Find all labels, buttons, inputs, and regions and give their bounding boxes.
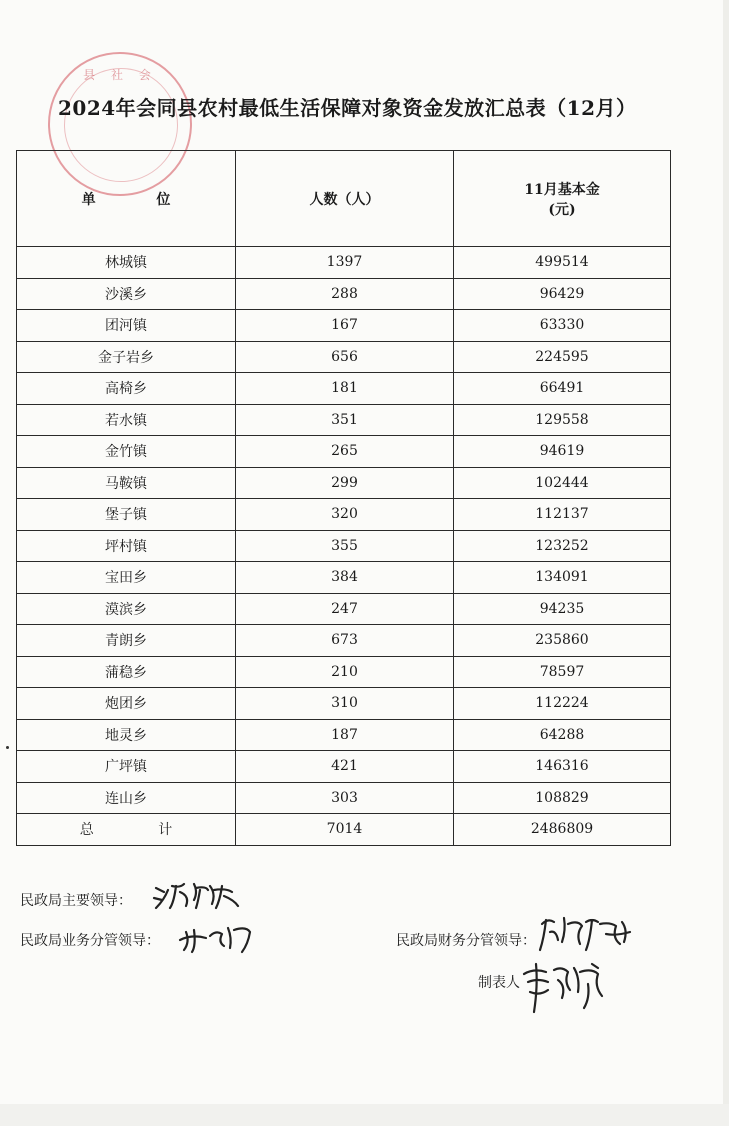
- cell-people: 181: [236, 373, 454, 405]
- cell-people: 351: [236, 404, 454, 436]
- header-amount-line2: (元): [548, 201, 576, 218]
- cell-unit: 金竹镇: [17, 436, 236, 468]
- header-people: 人数（人）: [236, 151, 454, 247]
- seal-text: 县 社 会: [83, 68, 157, 82]
- cell-amount: 123252: [454, 530, 671, 562]
- cell-people: 384: [236, 562, 454, 594]
- table-row: [17, 656, 671, 688]
- preparer-signature: [518, 956, 614, 1020]
- cell-people: 656: [236, 341, 454, 373]
- cell-unit: 马鞍镇: [17, 467, 236, 499]
- header-amount-line1: 11月基本金: [524, 181, 600, 198]
- cell-amount: 63330: [454, 310, 671, 342]
- main-leader-label: 民政局主要领导：: [20, 893, 132, 909]
- cell-unit: 地灵乡: [17, 719, 236, 751]
- margin-mark: [6, 746, 9, 749]
- cell-amount: 78597: [454, 656, 671, 688]
- header-amount: [454, 151, 671, 247]
- cell-people: 355: [236, 530, 454, 562]
- summary-table: [16, 150, 671, 846]
- cell-people: 247: [236, 593, 454, 625]
- table-total-row: [17, 814, 671, 846]
- cell-people: 299: [236, 467, 454, 499]
- table-row: [17, 404, 671, 436]
- page-title: 2024年会同县农村最低生活保障对象资金发放汇总表（12月）: [58, 96, 637, 120]
- cell-amount: 96429: [454, 278, 671, 310]
- page-bottom-edge: [0, 1104, 729, 1126]
- table-header-row: [17, 151, 671, 247]
- cell-people: 421: [236, 751, 454, 783]
- finance-leader-label: 民政局财务分管领导：: [396, 933, 536, 949]
- business-leader-signature: [176, 918, 264, 954]
- cell-unit: 蒲稳乡: [17, 656, 236, 688]
- cell-amount: 64288: [454, 719, 671, 751]
- page-edge: [723, 0, 729, 1126]
- cell-people: 310: [236, 688, 454, 720]
- cell-unit: 广坪镇: [17, 751, 236, 783]
- cell-people: 288: [236, 278, 454, 310]
- table-row: [17, 373, 671, 405]
- cell-amount: 134091: [454, 562, 671, 594]
- table-row: [17, 719, 671, 751]
- cell-people: 303: [236, 782, 454, 814]
- cell-amount: 112224: [454, 688, 671, 720]
- total-label: 总 计: [17, 814, 236, 846]
- cell-unit: 沙溪乡: [17, 278, 236, 310]
- cell-amount: 102444: [454, 467, 671, 499]
- cell-unit: 炮团乡: [17, 688, 236, 720]
- business-leader-label: 民政局业务分管领导：: [20, 933, 160, 949]
- table-row: [17, 341, 671, 373]
- table-row: [17, 782, 671, 814]
- cell-amount: 108829: [454, 782, 671, 814]
- cell-amount: 112137: [454, 499, 671, 531]
- cell-unit: 林城镇: [17, 247, 236, 279]
- cell-unit: 坪村镇: [17, 530, 236, 562]
- table-row: [17, 436, 671, 468]
- cell-amount: 235860: [454, 625, 671, 657]
- table-row: [17, 467, 671, 499]
- table-row: [17, 278, 671, 310]
- cell-people: 673: [236, 625, 454, 657]
- cell-amount: 94235: [454, 593, 671, 625]
- cell-unit: 金子岩乡: [17, 341, 236, 373]
- table-row: [17, 530, 671, 562]
- cell-people: 187: [236, 719, 454, 751]
- cell-unit: 连山乡: [17, 782, 236, 814]
- table-row: [17, 625, 671, 657]
- table-row: [17, 310, 671, 342]
- cell-amount: 129558: [454, 404, 671, 436]
- table-row: [17, 751, 671, 783]
- cell-unit: 堡子镇: [17, 499, 236, 531]
- main-leader-signature: [150, 878, 242, 912]
- cell-unit: 团河镇: [17, 310, 236, 342]
- table-row: [17, 593, 671, 625]
- cell-amount: 94619: [454, 436, 671, 468]
- cell-unit: 青朗乡: [17, 625, 236, 657]
- total-amount: 2486809: [454, 814, 671, 846]
- header-unit: 单 位: [17, 151, 236, 247]
- cell-people: 320: [236, 499, 454, 531]
- cell-people: 1397: [236, 247, 454, 279]
- table-row: [17, 688, 671, 720]
- cell-people: 167: [236, 310, 454, 342]
- finance-leader-signature: [536, 910, 636, 956]
- total-people: 7014: [236, 814, 454, 846]
- cell-people: 210: [236, 656, 454, 688]
- cell-amount: 146316: [454, 751, 671, 783]
- cell-unit: 宝田乡: [17, 562, 236, 594]
- table-row: [17, 499, 671, 531]
- cell-people: 265: [236, 436, 454, 468]
- preparer-label: 制表人: [478, 975, 520, 991]
- cell-unit: 漠滨乡: [17, 593, 236, 625]
- cell-amount: 66491: [454, 373, 671, 405]
- table-row: [17, 247, 671, 279]
- cell-unit: 若水镇: [17, 404, 236, 436]
- table-row: [17, 562, 671, 594]
- cell-amount: 499514: [454, 247, 671, 279]
- cell-amount: 224595: [454, 341, 671, 373]
- cell-unit: 高椅乡: [17, 373, 236, 405]
